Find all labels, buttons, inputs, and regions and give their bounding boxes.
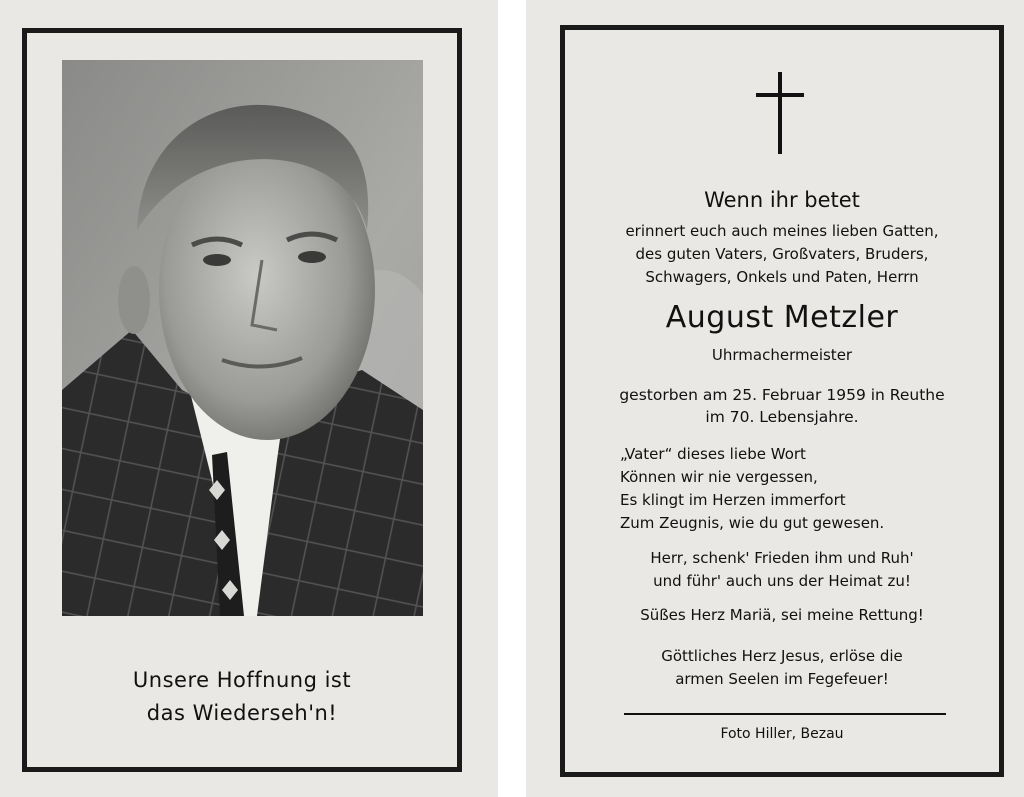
verse-line: Zum Zeugnis, wie du gut gewesen. (620, 514, 885, 532)
memorial-card-front (0, 0, 498, 797)
prayer-line: Göttliches Herz Jesus, erlöse die (661, 647, 903, 665)
intro-line: Schwagers, Onkels und Paten, Herrn (645, 268, 919, 286)
photo-credit: Foto Hiller, Bezau (720, 726, 844, 742)
verse-line: Können wir nie vergessen, (620, 468, 818, 486)
poem-verse (526, 443, 1024, 535)
prayer-sacred-heart (560, 645, 1004, 691)
prayer-line: armen Seelen im Fegefeuer! (675, 670, 889, 688)
deceased-name: August Metzler (665, 300, 899, 335)
death-line: im 70. Lebensjahre. (705, 408, 859, 426)
intro-line: des guten Vaters, Großvaters, Bruders, (635, 245, 929, 263)
prayer-line: und führ' auch uns der Heimat zu! (653, 572, 911, 590)
hope-line-1: Unsere Hoffnung ist (132, 668, 352, 692)
verse-line: Es klingt im Herzen immerfort (620, 491, 846, 509)
prayer-mary (560, 604, 1004, 627)
memorial-card-back (526, 0, 1024, 797)
profession: Uhrmachermeister (711, 346, 853, 364)
death-details (560, 384, 1004, 428)
hope-caption (22, 664, 462, 730)
intro-line: erinnert euch auch meines lieben Gatten, (625, 222, 939, 240)
verse-line: „Vater“ dieses liebe Wort (620, 445, 806, 463)
portrait-photo (62, 60, 423, 616)
hope-line-2: das Wiederseh'n! (146, 701, 338, 725)
portrait-image (62, 60, 423, 616)
prayer-line: Süßes Herz Mariä, sei meine Rettung! (640, 606, 924, 624)
divider-line (624, 713, 946, 715)
intro-text (560, 220, 1004, 289)
prayer-line: Herr, schenk' Frieden ihm und Ruh' (650, 549, 914, 567)
prayer-peace (560, 547, 1004, 593)
death-line: gestorben am 25. Februar 1959 in Reuthe (619, 386, 945, 404)
prayer-heading: Wenn ihr betet (704, 188, 860, 212)
latin-cross-icon (756, 72, 804, 154)
